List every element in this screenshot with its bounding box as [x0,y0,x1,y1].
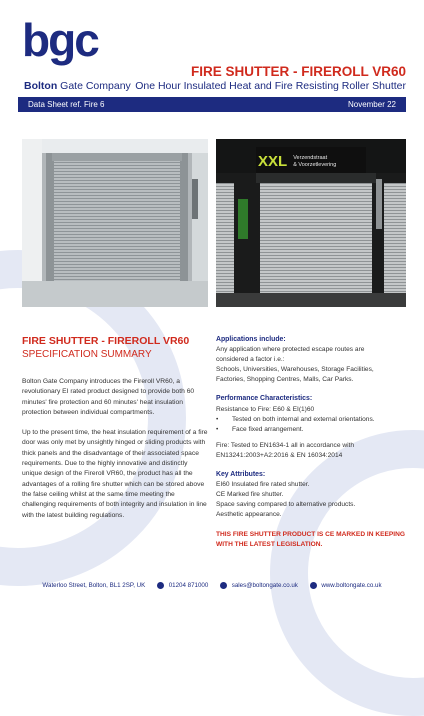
footer-address: Waterloo Street, Bolton, BL1 2SP, UK [42,582,146,590]
attributes-section: Key Attributes: EI60 Insulated fire rated shutter. CE Marked fire shutter. Space saving compared to alternative products. Aesthetic appearance. [216,470,412,520]
spec-title: FIRE SHUTTER - FIREROLL VR60 [22,335,190,347]
spec-paragraph: Up to the present time, the heat insulation requirement of a fire door was only met by unsightly hinged or sliding products with thick panels and the disadvantage of their associated space requirements. Due to the highly innovative and distinctly unique design of the Fireroll VR60, the product has all the advantages of a rolling fire shutter which can be stored above the false ceiling whilst at the same time meeting the challenging requirements of both integrity and insulation in line with the latest building regulations. [22,429,208,519]
logo-text: bgc [22,18,98,66]
company-name: Bolton Gate Company [24,80,131,92]
applications-section: Applications include: Any application where protected escape routes are considered a factor i.e.: Schools, Universities, Warehouses, Storage Facilities, Factories, Shopping Centres, Malls, Car Parks. [216,335,412,385]
spec-paragraph: Bolton Gate Company introduces the Fireroll VR60, a revolutionary EI rated product designed to provide both 60 minutes' fire protection and 60 minutes' heat insulation protection between individual compartments. [22,378,195,416]
page-subtitle: One Hour Insulated Heat and Fire Resisting Roller Shutter [135,80,406,92]
spec-subtitle: SPECIFICATION SUMMARY [22,349,152,360]
datasheet-bar [18,97,406,112]
xxl-sign: XXL Verzendstraat & Voorzetlevering [258,153,337,170]
phone-icon [157,582,164,589]
footer-email[interactable]: sales@boltongate.co.uk [231,582,298,590]
applications-heading: Applications include: [216,336,286,343]
attributes-heading: Key Attributes: [216,471,266,479]
spec-body [22,377,208,531]
web-icon [310,582,317,589]
shutter-photo-warehouse [216,139,406,307]
performance-section: Performance Characteristics: Resistance to Fire: E60 & EI(1)60 • Tested on both internal and external orientations. • Face fixed arrangement. Fire: Tested to EN1634-1 all in accordance with EN13241:2003+A2:2016 & EN 16034:2014 [216,394,412,461]
performance-bullet: • Tested on both internal and external orientations. [216,415,375,423]
email-icon [220,582,227,589]
footer [0,582,424,589]
performance-bullet: • Face fixed arrangement. [216,425,304,433]
bgc-logo [22,18,118,68]
footer-web[interactable]: www.boltongate.co.uk [321,582,382,590]
datasheet-date: November 22 [347,100,396,109]
ce-notice: THIS FIRE SHUTTER PRODUCT IS CE MARKED IN KEEPING WITH THE LATEST LEGISLATION. [216,530,406,548]
performance-heading: Performance Characteristics: [216,395,313,403]
footer-phone: 01204 871000 [168,582,209,590]
details-column [216,335,412,550]
page-title: FIRE SHUTTER - FIREROLL VR60 [190,64,406,79]
datasheet-ref: Data Sheet ref. Fire 6 [28,100,105,109]
shutter-photo-indoor [22,139,208,307]
